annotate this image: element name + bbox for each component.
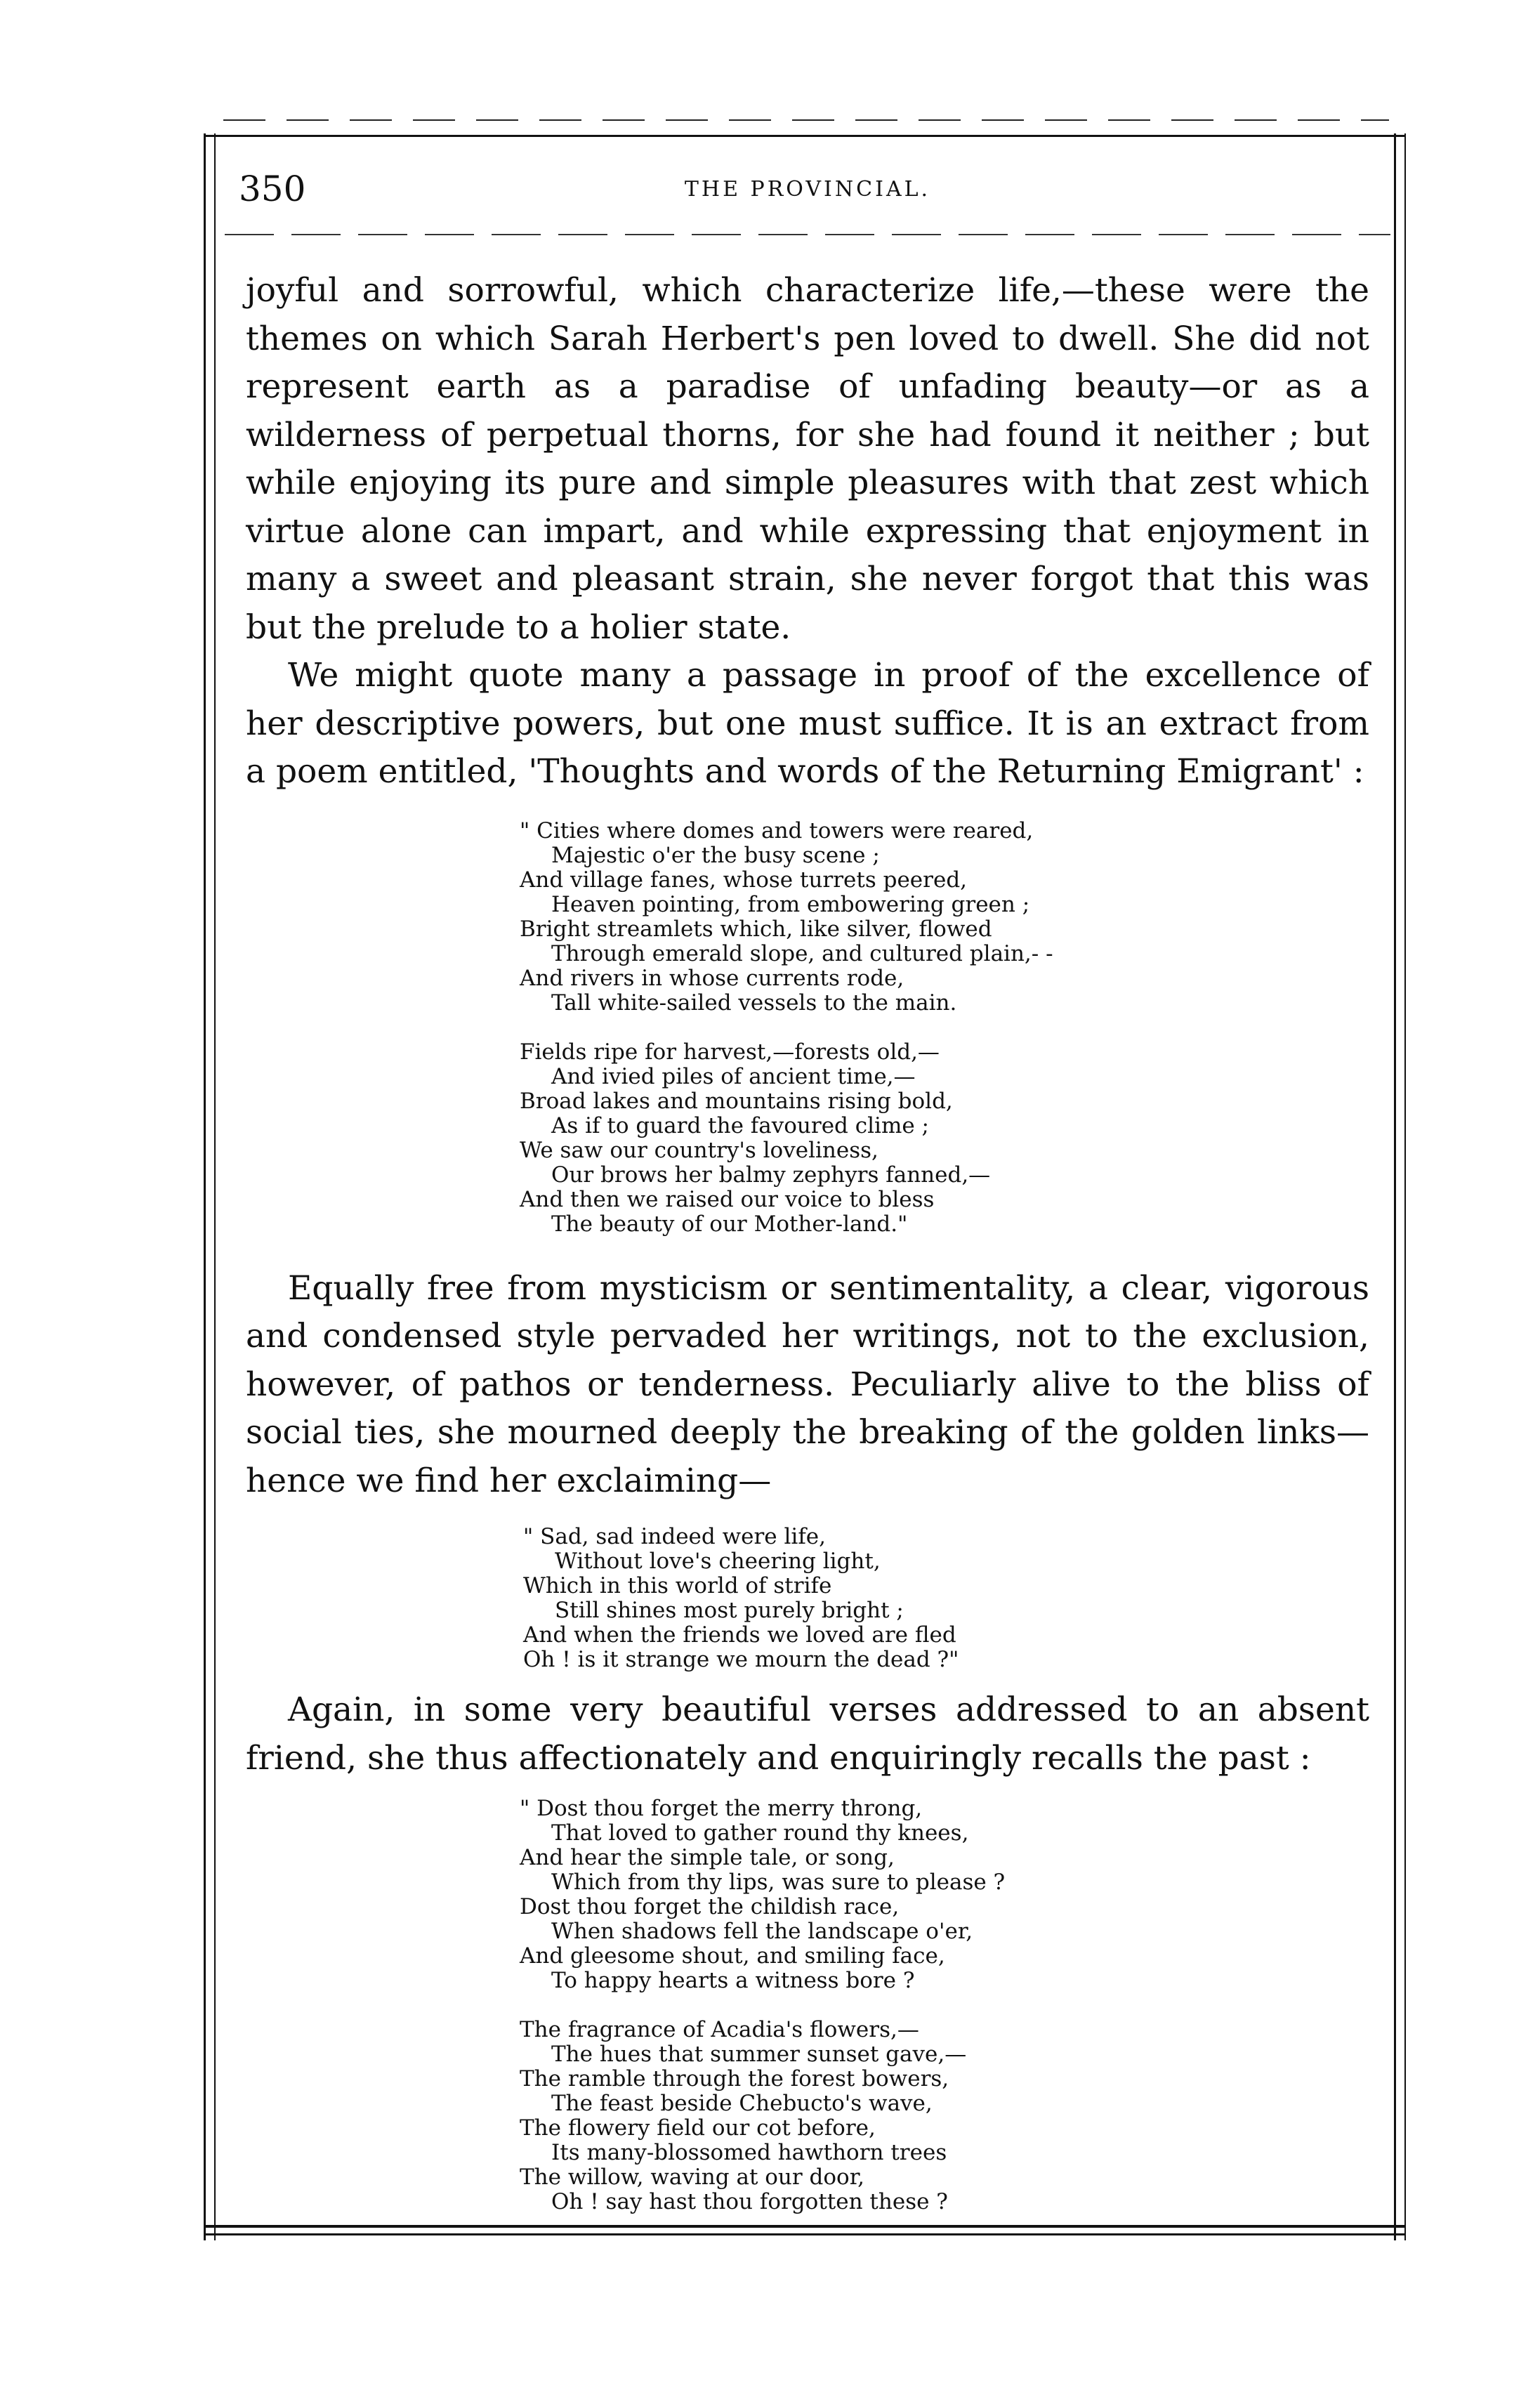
- verse-line: Broad lakes and mountains rising bold,: [520, 1088, 953, 1114]
- verse-line: Without love's cheering light,: [555, 1549, 881, 1574]
- verse-line: That loved to gather round thy knees,: [551, 1820, 969, 1846]
- verse-line: As if to guard the favoured clime ;: [551, 1112, 929, 1138]
- paragraph-3: Equally free from mysticism or sentimentality, a clear, vigorous and condensed style pervaded her writings, not to the exclusion, however, of pathos or tenderness. Peculiarly alive to the bliss of social ties, she mourned deeply the breaking of the golden links—hence we find her exclaiming—: [246, 1268, 1369, 1500]
- frame-rule-right: [1394, 133, 1396, 2240]
- top-broken-rule: [223, 119, 1389, 121]
- page-number: 350: [239, 169, 306, 209]
- page-content: [246, 267, 1369, 2214]
- verse-line: Still shines most purely bright ;: [555, 1598, 904, 1623]
- verse-line: The fragrance of Acadia's flowers,—: [520, 2017, 919, 2042]
- verse-line: " Sad, sad indeed were life,: [523, 1524, 826, 1549]
- verse-line: Oh ! say hast thou forgotten these ?: [551, 2189, 948, 2214]
- verse-line: Bright streamlets which, like silver, flowed: [520, 916, 992, 942]
- verse-line: Tall white-sailed vessels to the main.: [551, 990, 957, 1016]
- bottom-rule-inner: [204, 2233, 1406, 2235]
- verse-line: And rivers in whose currents rode,: [520, 965, 904, 991]
- verse-line: The willow, waving at our door,: [520, 2165, 864, 2190]
- verse-line: Heaven pointing, from embowering green ;: [551, 891, 1030, 917]
- verse-line: Which from thy lips, was sure to please ?: [551, 1870, 1006, 1895]
- verse-line: And hear the simple tale, or song,: [520, 1845, 895, 1870]
- verse-line: And gleesome shout, and smiling face,: [520, 1943, 945, 1969]
- paragraph-1: joyful and sorrowful, which characterize life,—these were the themes on which Sarah Herbert's pen loved to dwell. She did not represent earth as a paradise of unfading beauty—or as a wilderness of perpetual thorns, for she had found it neither ; but while enjoying its pure and simple pleasures with that zest which virtue alone can impart, and while expressing that enjoyment in many a sweet and pleasant strain, she never forgot that this was but the prelude to a holier state.: [246, 271, 1369, 647]
- verse-line: Dost thou forget the childish race,: [520, 1894, 900, 1919]
- verse-line: When shadows fell the landscape o'er,: [551, 1919, 973, 1944]
- verse-line: Fields ripe for harvest,—forests old,—: [520, 1039, 940, 1065]
- poem-returning-emigrant: [520, 819, 1369, 1237]
- paragraph-2: We might quote many a passage in proof of the excellence of her descriptive powers, but one must suffice. It is an extract from a poem entitled, 'Thoughts and words of the Returning Emigrant' :: [246, 656, 1369, 791]
- verse-line: Which in this world of strife: [523, 1573, 832, 1598]
- top-rule: [204, 135, 1406, 137]
- running-head: [239, 169, 1376, 218]
- verse-line: Our brows her balmy zephyrs fanned,—: [551, 1162, 991, 1188]
- paragraph-4: Again, in some very beautiful verses addressed to an absent friend, she thus affectionately and enquiringly recalls the past :: [246, 1690, 1369, 1778]
- verse-line: Through emerald slope, and cultured plain,- -: [551, 940, 1053, 966]
- frame-rule-left: [204, 133, 206, 2240]
- frame-rule-right-inner: [1404, 133, 1406, 2240]
- poem-absent-friend: [520, 1797, 1369, 2214]
- verse-line: The hues that summer sunset gave,—: [551, 2042, 967, 2067]
- running-title: THE PROVINCIAL.: [684, 177, 931, 202]
- poem-sad-indeed: [523, 1525, 1369, 1672]
- verse-line: We saw our country's loveliness,: [520, 1137, 878, 1163]
- verse-line: The feast beside Chebucto's wave,: [551, 2091, 933, 2116]
- header-rule: [225, 234, 1390, 235]
- frame-rule-left-inner: [214, 133, 216, 2240]
- verse-line: " Cities where domes and towers were reared,: [520, 817, 1034, 843]
- verse-line: And village fanes, whose turrets peered,: [520, 867, 968, 893]
- verse-line: Its many-blossomed hawthorn trees: [551, 2140, 947, 2165]
- verse-line: The ramble through the forest bowers,: [520, 2066, 949, 2091]
- verse-line: The beauty of our Mother-land.": [551, 1211, 908, 1237]
- verse-line: And ivied piles of ancient time,—: [551, 1063, 916, 1089]
- verse-line: Oh ! is it strange we mourn the dead ?": [523, 1647, 959, 1672]
- verse-line: And then we raised our voice to bless: [520, 1186, 935, 1212]
- verse-line: To happy hearts a witness bore ?: [551, 1968, 915, 1993]
- verse-line: And when the friends we loved are fled: [523, 1622, 956, 1648]
- bottom-rule: [204, 2225, 1406, 2228]
- verse-line: Majestic o'er the busy scene ;: [551, 842, 880, 868]
- verse-line: The flowery field our cot before,: [520, 2115, 876, 2141]
- verse-line: " Dost thou forget the merry throng,: [520, 1796, 923, 1821]
